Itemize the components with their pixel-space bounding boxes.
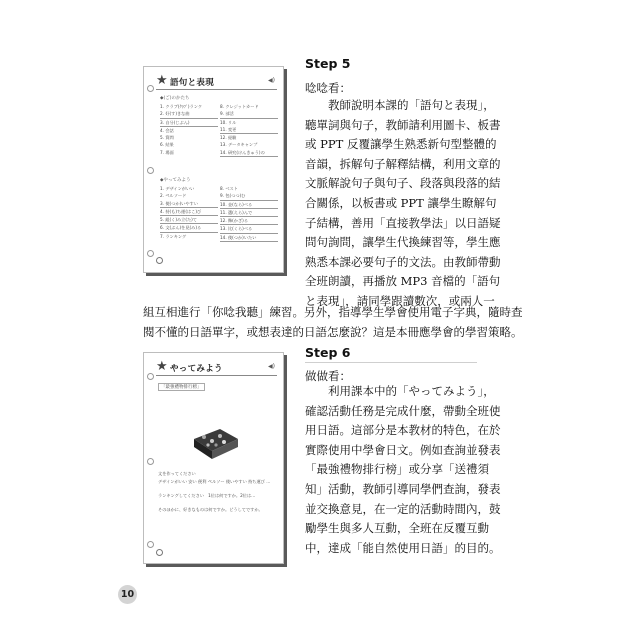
list-item: 1. クラブ(ｸﾗﾌﾞ)ランク	[160, 104, 203, 109]
vocab-list-right	[220, 103, 278, 157]
page-number: 10	[118, 585, 137, 604]
step6-subtitle: 做做看：	[305, 369, 351, 383]
activity-instruction: 文を作ってください	[158, 471, 196, 476]
thumbnail-header	[156, 75, 277, 90]
list-item: 3. 使(つか)いやすい	[160, 200, 218, 208]
step6-title: Step 6	[305, 345, 351, 360]
text-line: 熟悉本課必要句子的文法。由教師帶動	[305, 254, 501, 269]
list-item: 2. 好(す)きな曲	[160, 110, 218, 118]
list-item: 11. 選(えら)んで	[220, 209, 278, 217]
vocab-list-right-2	[220, 185, 278, 242]
activity-label: 「最強禮物排行榜」	[158, 383, 205, 391]
list-item: 11. 変更	[220, 126, 278, 134]
textbook-page-thumbnail-vocabulary	[143, 66, 284, 273]
step5-paragraph-wide	[143, 303, 523, 342]
list-item: 9. 包(つつ)む	[220, 192, 278, 200]
text-line: 教師說明本課的「語句と表現」，	[305, 98, 495, 112]
text-line: 合關係，以板書或 PPT 讓學生瞭解句	[305, 195, 497, 210]
text-line: 或 PPT 反覆讓學生熟悉新句型整體的	[305, 137, 497, 152]
activity-ranking-line: ランキングしてください 1位は何ですか。2位は…	[158, 493, 256, 498]
list-item: 13. データキャンプ	[220, 142, 258, 148]
speaker-icon: ◀)	[268, 77, 275, 84]
step5-paragraph	[305, 96, 501, 312]
list-item: 8. クレジットカード	[220, 104, 259, 109]
list-item: 1. デザインがいい	[160, 186, 195, 191]
text-line: 勵學生與多人互動，全班在反覆互動	[305, 521, 489, 536]
vocab-list-left	[160, 103, 218, 156]
list-item: 10. リル	[220, 119, 237, 125]
page-marker-icon	[156, 257, 163, 264]
text-line: 實際使用中學會日文。例如查詢並發表	[305, 442, 501, 457]
star-icon: ★	[156, 73, 168, 88]
text-line: 中，達成「能自然使用日語」的目的。	[305, 540, 501, 555]
text-line: と表現」，請同學跟讀數次，或兩人一	[305, 293, 495, 308]
text-line: 知」活動，教師引導同學們查詢，發表	[305, 481, 501, 496]
step5-subtitle: 唸唸看：	[305, 81, 351, 95]
list-item: 13. 比(くら)べる	[220, 225, 278, 233]
list-item: 7. ランキング	[160, 233, 187, 239]
thumbnail-header	[156, 361, 277, 376]
text-line: 音韻，拆解句子解釋結構，利用文章的	[305, 156, 501, 171]
list-item: 4. 持(も)ち運(はこ)び	[160, 208, 218, 216]
star-icon: ★	[156, 359, 168, 374]
section-heading: ◆やってみよう	[160, 178, 191, 183]
list-item: 14. 研究(けんきゅう)の	[220, 149, 278, 157]
binder-holes	[147, 353, 154, 563]
step5-title: Step 5	[305, 56, 351, 71]
text-line: 用日語。這部分是本教材的特色，在於	[305, 423, 501, 438]
list-item: 4. 会話	[160, 127, 174, 133]
binder-holes	[147, 67, 154, 272]
activity-word-line: デザインがいい 安い 便利 ペルソー 使いやすい 持ち運び …	[158, 479, 271, 484]
list-item: 14. 使(つか)いたい	[220, 234, 278, 242]
thumbnail-title: 語句と表現	[170, 78, 215, 88]
list-item: 5. 質問	[160, 135, 174, 141]
text-line: 並交換意見，在一定的活動時間內，鼓	[305, 501, 501, 516]
text-line: 確認活動任務是完成什麼，帶動全班使	[305, 403, 501, 418]
text-line: 閱不懂的日語單字，或想表達的日語怎麼說？這是本冊應學會的學習策略。	[143, 324, 523, 339]
list-item: 6. 結果	[160, 142, 174, 148]
vocab-list-left-2	[160, 185, 218, 240]
speaker-icon: ◀)	[268, 363, 275, 370]
page-marker-icon	[156, 549, 163, 556]
activity-question-line: そのほかに、好きなものは何ですか。どうしてですか。	[158, 507, 263, 512]
section-heading: ◆(ご)のかたち	[160, 96, 190, 101]
textbook-page-thumbnail-activity	[143, 352, 284, 564]
thumbnail-title: やってみよう	[170, 364, 223, 374]
text-line: 子結構，善用「直接教學法」以日語疑	[305, 215, 501, 230]
list-item: 2. ペルソード	[160, 193, 187, 199]
text-line: 問句詢問，讓學生代換練習等，學生應	[305, 235, 501, 250]
text-line: 組互相進行「你唸我聽」練習。另外，指導學生學會使用電子字典，隨時查	[143, 305, 523, 319]
text-line: 利用課本中的「やってみよう」，	[305, 384, 495, 398]
text-line: 「最強禮物排行榜」或分享「送禮須	[305, 462, 489, 477]
list-item: 9. 部活	[220, 110, 278, 118]
list-item: 12. 経験	[220, 135, 237, 141]
list-item: 5. 組(く)み立(た)て	[160, 216, 218, 224]
list-item: 6. 文(ぶん)を見(み)る	[160, 224, 218, 232]
list-item: 12. 飾(かざ)る	[220, 217, 278, 225]
text-line: 聽單詞與句子，教師請利用圖卡、板書	[305, 117, 501, 132]
step6-paragraph	[305, 382, 501, 558]
list-item: 7. 場面	[160, 149, 174, 155]
text-line: 文脈解說句子與句子、段落與段落的結	[305, 176, 501, 191]
step6-divider	[305, 362, 477, 363]
list-item: 10. 並(なら)べる	[220, 201, 278, 209]
gift-box-illustration	[190, 423, 242, 461]
list-item: 3. 自分(じぶん)	[160, 119, 218, 127]
text-line: 全班朗讀，再播放 MP3 音檔的「語句	[305, 274, 501, 289]
list-item: 8. ベスト	[220, 186, 238, 191]
